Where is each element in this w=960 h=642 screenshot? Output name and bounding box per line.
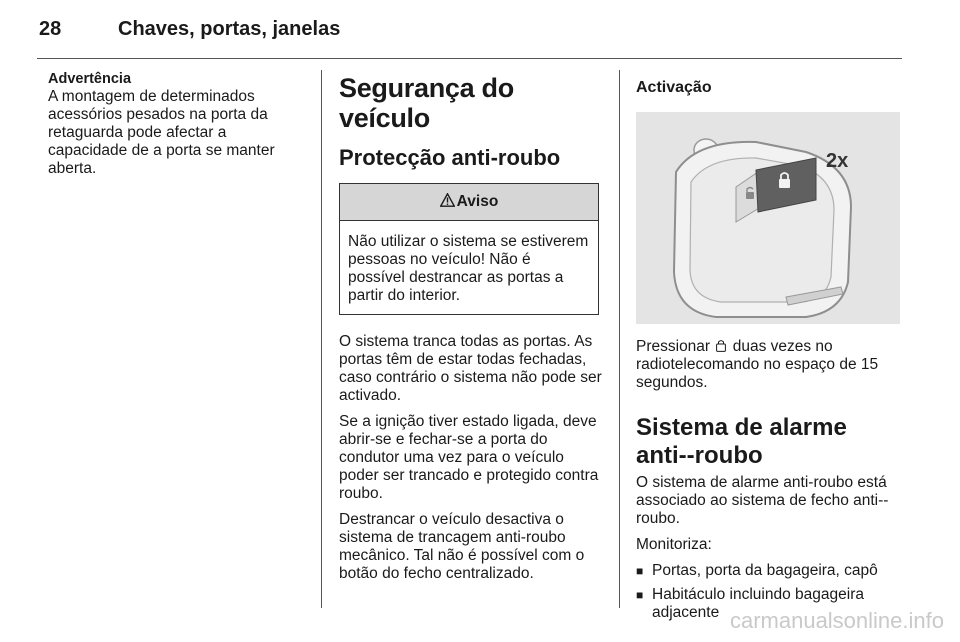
alarm-text: O sistema de alarme anti-roubo está associado ao sistema de fecho anti--roubo. (636, 474, 889, 527)
column-1 (48, 70, 306, 178)
warning-header (340, 184, 598, 221)
section-subtitle: Protecção anti-roubo (339, 145, 561, 170)
press-count-label: 2x (826, 150, 849, 172)
list-item: ■ Habitáculo incluindo bagageira adjacente (636, 586, 900, 622)
press-label: Pressionar (636, 338, 711, 355)
paragraph-1: O sistema tranca todas as portas. As portas têm de estar todas fechadas, caso contrário o sistema não pode ser activado. (339, 333, 602, 404)
chapter-title: Chaves, portas, janelas (118, 18, 341, 40)
monitor-label: Monitoriza: (636, 536, 712, 553)
column-3 (636, 70, 900, 628)
page-number: 28 (39, 18, 62, 40)
paragraph-3: Destrancar o veículo desactiva o sistema de trancagem anti-roubo mecânico. Tal não é possível com o botão do fecho centralizado. (339, 511, 585, 582)
activation-text (636, 338, 900, 392)
alarm-title: Sistema de alarme anti--roubo (636, 414, 847, 469)
warning-text: Não utilizar o sistema se estiverem pessoas no veículo! Não é possível destrancar as portas a partir do interior. (348, 233, 589, 304)
section-title: Segurança do veículo (339, 73, 514, 133)
column-2 (339, 70, 603, 591)
column-divider-1 (321, 70, 322, 608)
warning-box (339, 183, 599, 315)
list-item: ■ Portas, porta da bagageira, capô (636, 562, 900, 580)
advertencia-heading: Advertência (48, 71, 132, 87)
lock-icon (716, 339, 726, 352)
watermark: carmanualsonline.info (729, 608, 944, 633)
press-instruction: duas vezes no radiotelecomando no espaço de 15 segundos. (636, 338, 879, 391)
paragraph-2: Se a ignição tiver estado ligada, deve abrir-se e fechar-se a porta do condutor uma vez para o veículo poder ser trancado e protegido contra roubo. (339, 413, 599, 502)
column-divider-2 (619, 70, 620, 608)
header-rule (37, 58, 902, 59)
warning-triangle-icon (440, 193, 455, 207)
key-fob-illustration (636, 112, 900, 324)
advertencia-text: A montagem de determinados acessórios pesados na porta da retaguarda pode afectar a capacidade de a porta se manter aberta. (48, 88, 275, 177)
activation-heading: Activação (636, 79, 712, 96)
key-fob-image (636, 112, 900, 324)
warning-label: Aviso (456, 193, 499, 210)
